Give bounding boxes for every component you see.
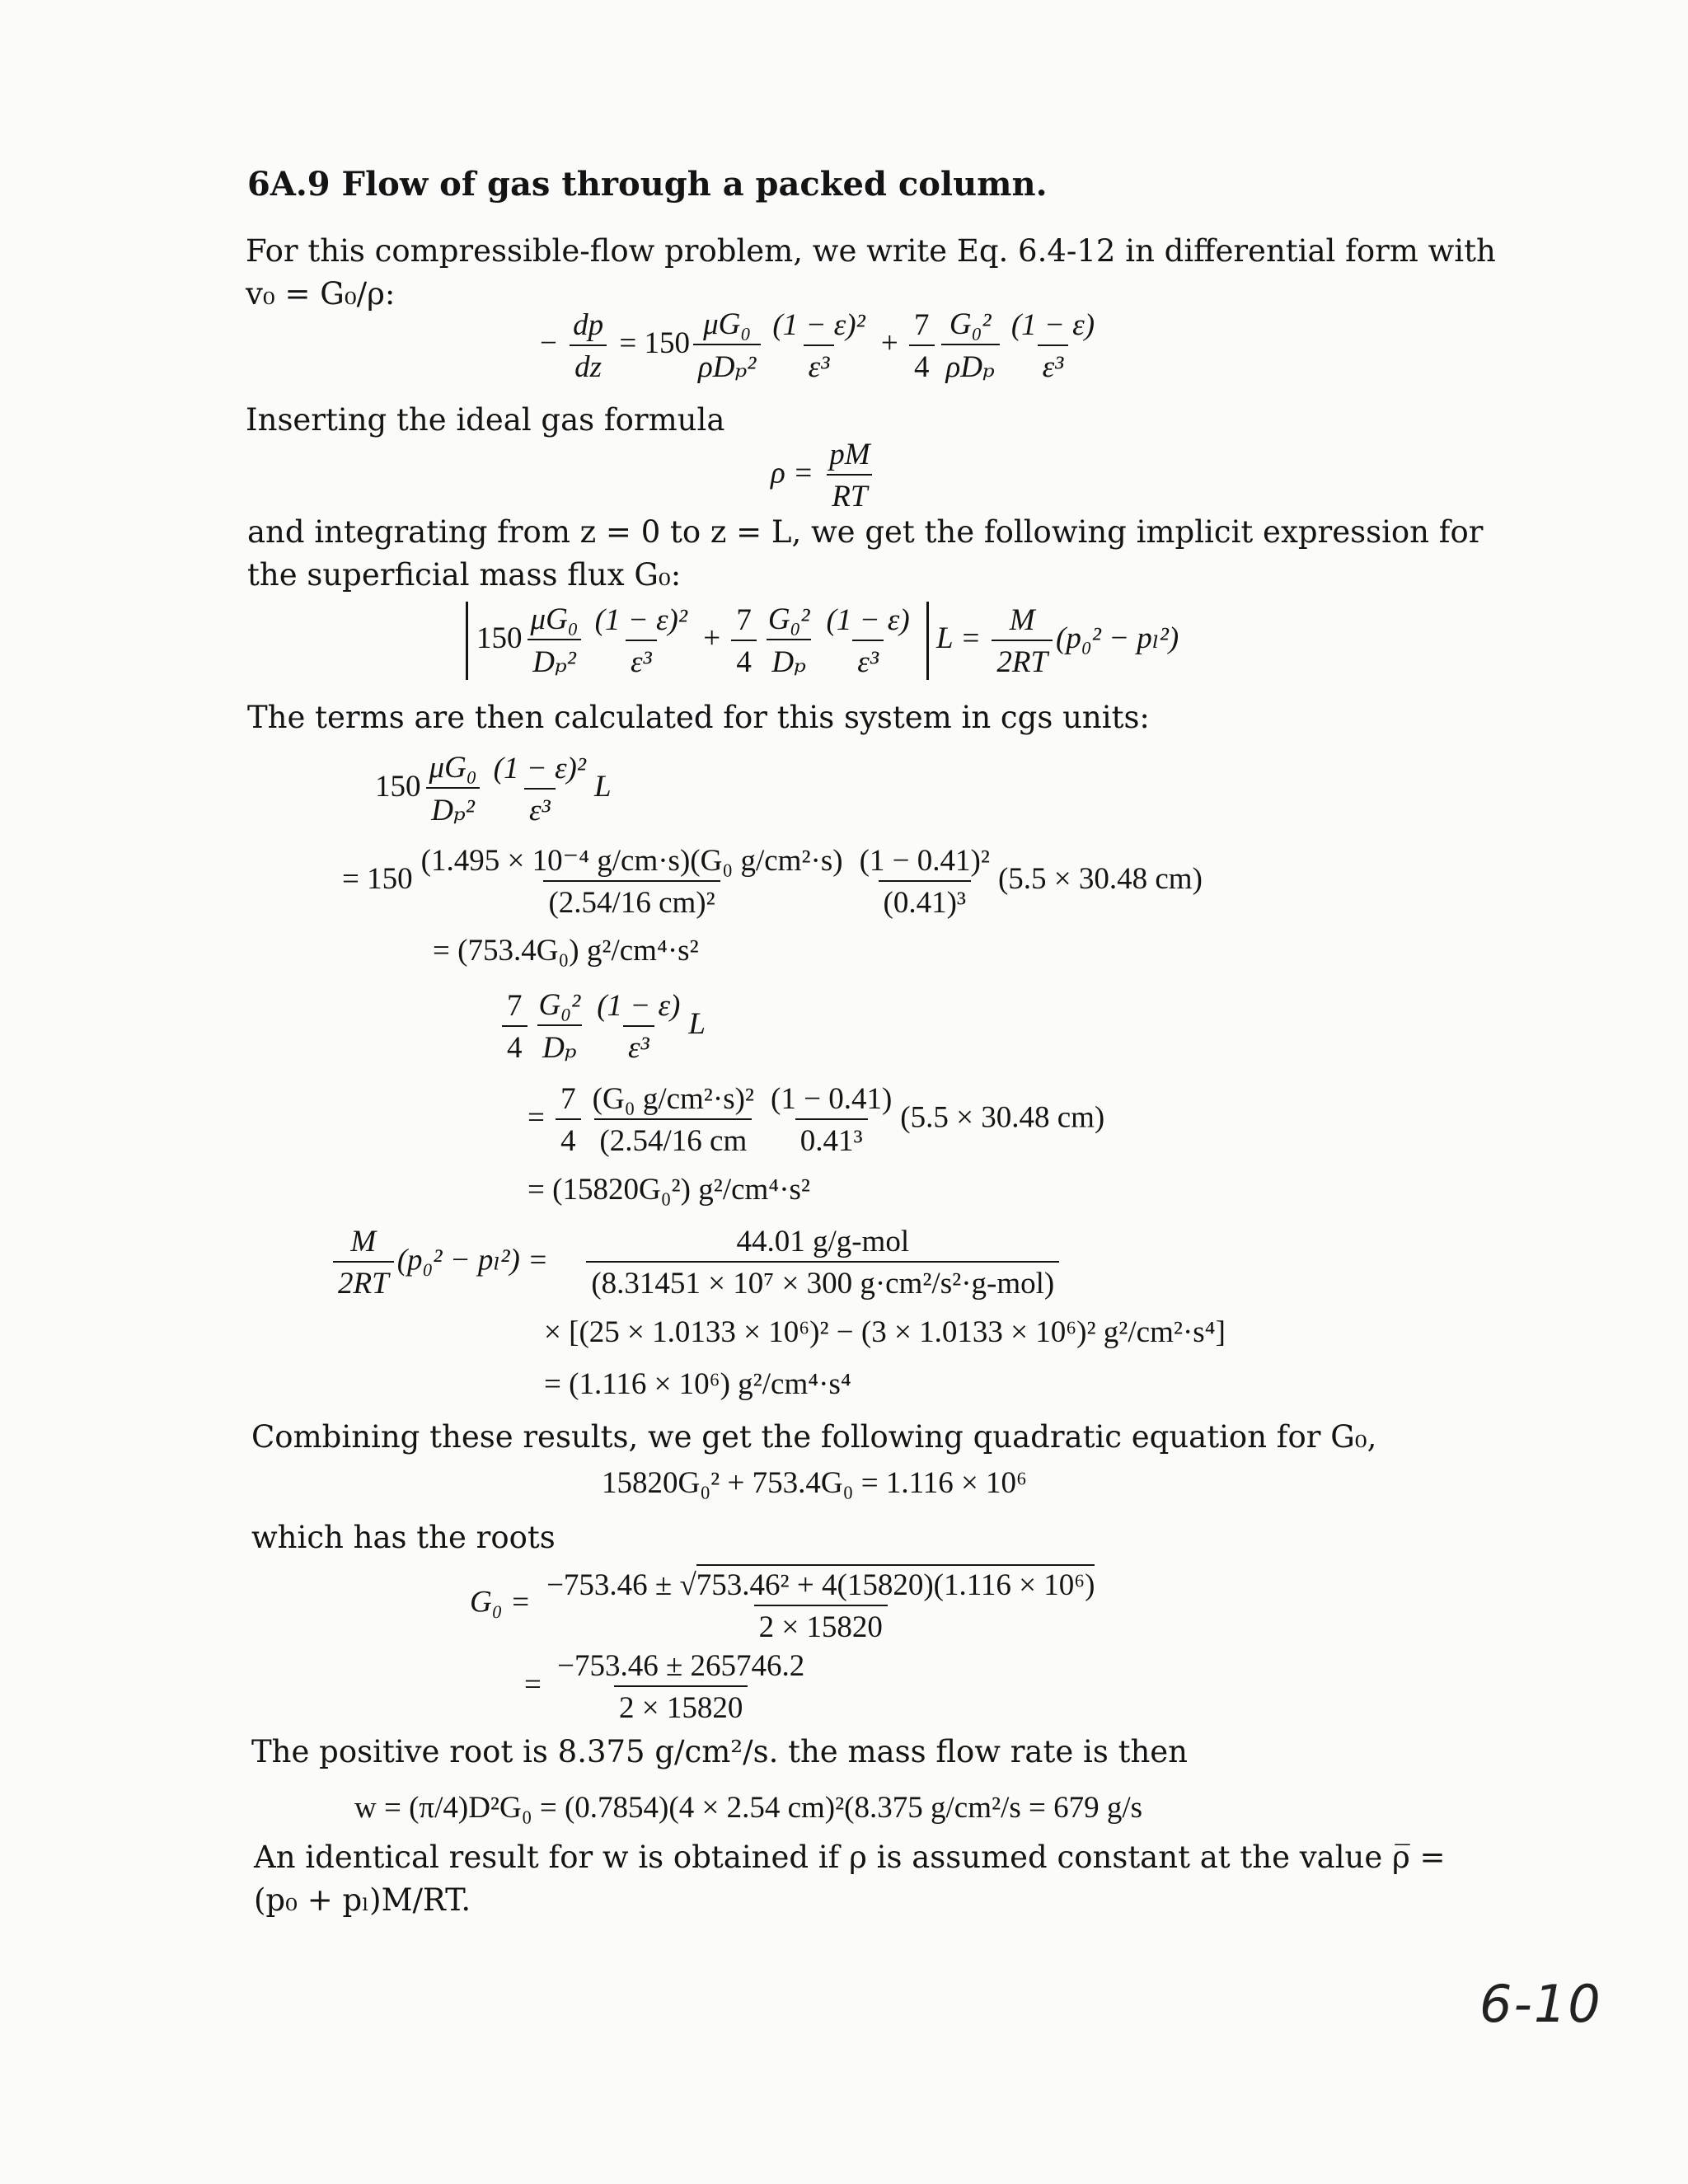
combining-text: Combining these results, we get the following quadratic equation for G₀, — [251, 1419, 1377, 1455]
term2-result: = (15820G₀²) g²/cm⁴·s² — [528, 1173, 811, 1207]
roots-line2: = $\frac{-753.46 \pm 265746.2}{2 \times 15820}$ — [524, 1649, 805, 1725]
identical-line-1: An identical result for w is obtained if ρ is assumed constant at the value ρ̅ = — [254, 1840, 1446, 1875]
positive-root-text: The positive root is 8.375 g/cm²/s. the mass flow rate is then — [251, 1734, 1189, 1769]
square-root-radicand: 753.46² + 4(15820)(1.116 × 10⁶) — [696, 1564, 1095, 1603]
problem-heading: 6A.9 Flow of gas through a packed column. — [247, 165, 1048, 204]
term3-result: = (1.116 × 10⁶) g²/cm⁴·s⁴ — [544, 1367, 851, 1401]
roots-text: which has the roots — [251, 1520, 556, 1555]
intro-line-2: v₀ = G₀/ρ: — [246, 276, 396, 312]
term1-result: = (753.4G₀) g²/cm⁴·s² — [433, 934, 699, 968]
identical-line-2: (p₀ + pₗ)M/RT. — [254, 1882, 471, 1918]
terms-text: The terms are then calculated for this system in cgs units: — [247, 700, 1150, 735]
ergun-equation: − $\frac{dp}{dz}$ = 150 $\frac{\text{μG₀}}{\text{ρDₚ²}}$ $\frac{\text{(1 − ε)²}}{\text{ε³}}$ + $\frac{7}{4}$ $\frac{\text{G₀²}}{\text{ρDₚ}}$ $\frac{(1 - \varepsilon)}{\text{ε³}}$ — [540, 307, 1095, 384]
term2-line2: = $\frac{7}{4}$ $\frac{\text{(G₀ g/cm²·s)²}}{(2.54/16 cm}$ $\frac{(1 - 0.41)}{\text{0.41³}}$ (5.5 × 30.48 cm) — [528, 1082, 1105, 1158]
dp-dz-fraction: $\frac{dp}{dz}$ — [568, 307, 608, 385]
flow-rate-equation: w = (π/4)D²G₀ = (0.7854)(4 × 2.54 cm)²(8.375 g/cm²/s = 679 g/s — [354, 1791, 1143, 1825]
integrating-paragraph — [247, 511, 1483, 597]
intro-line-1: For this compressible-flow problem, we write Eq. 6.4-12 in differential form with — [246, 233, 1496, 269]
term3-line2: × [(25 × 1.0133 × 10⁶)² − (3 × 1.0133 × 10⁶)² g²/cm²·s⁴] — [544, 1315, 1226, 1349]
ideal-gas-text: Inserting the ideal gas formula — [246, 402, 725, 438]
integrating-line-1: and integrating from z = 0 to z = L, we get the following implicit expression for — [247, 514, 1484, 550]
page-number: 6-10 — [1479, 1974, 1602, 2034]
bracket-group: 150 $\frac{\text{μG₀}}{\text{Dₚ²}}$ $\frac{\text{(1 − ε)²}}{\text{ε³}}$ + $\frac{7}{4}$ $\frac{\text{G₀²}}{\text{Dₚ}}$ $\frac{(1 - \varepsilon)}{\text{ε³}}$ — [466, 602, 929, 680]
ideal-gas-equation: ρ = $\frac{pM}{RT}$ — [771, 437, 879, 514]
implicit-equation: 150 $\frac{\text{μG₀}}{\text{Dₚ²}}$ $\frac{\text{(1 − ε)²}}{\text{ε³}}$ + $\frac{7}{4}$ $\frac{\text{G₀²}}{\text{Dₚ}}$ $\frac{(1 - \varepsilon)}{\text{ε³}}$ L = $\frac{M}{2RT}$ (p₀² − pₗ²) — [466, 602, 1179, 680]
term1-line2: = 150 $\frac{\text{(1.495 × 10⁻⁴ g/cm·s)(G₀ g/cm²·s)}}{\text{(2.54/16 cm)²}}$ $\frac{\text{(1 − 0.41)²}}{\text{(0.41)³}}$ (5.5 × 30.48 cm) — [342, 843, 1203, 920]
intro-paragraph — [246, 230, 1496, 316]
quadratic-equation: 15820G₀² + 753.4G₀ = 1.116 × 10⁶ — [602, 1466, 1027, 1500]
identical-paragraph — [254, 1836, 1446, 1922]
term2-line1: $\frac{7}{4}$ $\frac{\text{G₀²}}{\text{Dₚ}}$ $\frac{(1 - \varepsilon)}{\text{ε³}}$ L — [499, 987, 706, 1066]
roots-line1: G₀ = $\frac{\text{−753.46 ± √753.46² + 4(15820)(1.116 × 10⁶)}}{2 \times 15820}$ — [470, 1564, 1103, 1645]
integrating-line-2: the superficial mass flux G₀: — [247, 557, 682, 593]
term1-line1: 150 $\frac{\text{μG₀}}{\text{Dₚ²}}$ $\frac{\text{(1 − ε)²}}{\text{ε³}}$ L — [375, 751, 612, 827]
term3-line1: $\frac{M}{2RT}$ (p₀² − pₗ²) = $\frac{\text{44.01 g/g-mol}}{\text{(8.31451 × 10⁷ × 300 g·cm²/s²·g-mol)}}$ — [330, 1224, 1090, 1301]
